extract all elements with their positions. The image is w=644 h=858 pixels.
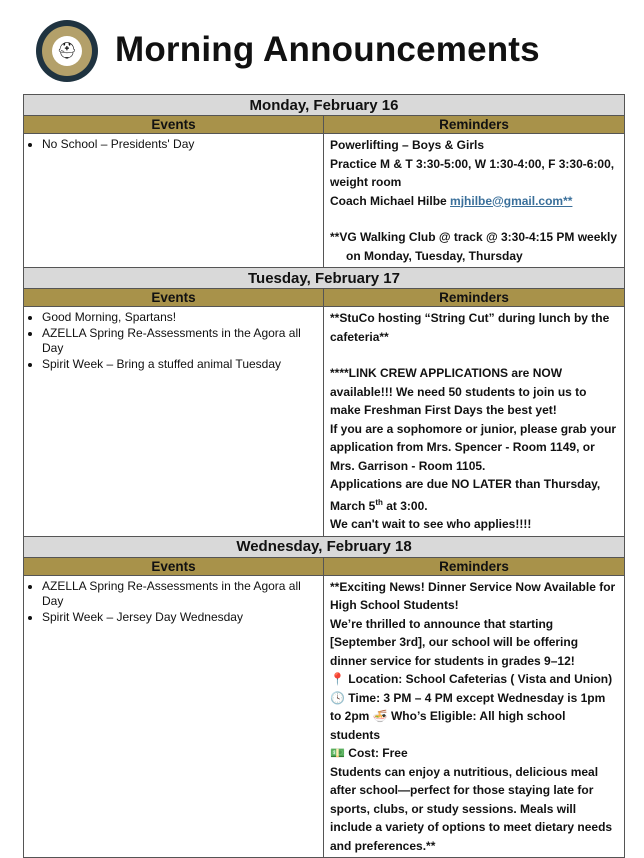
reminder-text: ****LINK CREW APPLICATIONS are NOW available!!! We need 50 students to join us to make Freshman First Days the best yet! [330, 366, 587, 417]
events-cell [24, 307, 324, 537]
reminder-text: Practice M & T 3:30-5:00, W 1:30-4:00, F 3:30-6:00, weight room [330, 156, 615, 189]
reminder-text: on Monday, Tuesday, Thursday [346, 248, 523, 263]
reminder-text: We’re thrilled to announce that starting [September 3rd], our school will be offering dinner service for students in grades 9–12! [330, 616, 579, 668]
reminders-cell [324, 307, 625, 537]
reminder-text: Powerlifting – Boys & Girls [330, 138, 485, 152]
event-item: • Spirit Week – Jersey Day Wednesday [42, 610, 319, 626]
eligible-text: Who’s Eligible: All high school students [330, 709, 566, 742]
reminder-text [330, 192, 618, 211]
event-item: • AZELLA Spring Re-Assessments in the Agora all Day [42, 579, 319, 610]
reminder-text: If you are a sophomore or junior, please grab your application from Mrs. Spencer - Room 1149, or Mrs. Garrison - Room 1105. [330, 421, 617, 473]
events-cell [24, 134, 324, 268]
reminder-text [330, 744, 618, 763]
reminders-header: Reminders [324, 289, 625, 307]
events-header: Events [24, 116, 324, 134]
clock-icon: 🕓 [330, 690, 345, 705]
money-icon: 💵 [330, 746, 345, 760]
due-text: Applications are due NO LATER than Thursday, March 5 [330, 477, 601, 513]
event-item: • Good Morning, Spartans! [42, 310, 319, 326]
events-header: Events [24, 289, 324, 307]
event-item: • AZELLA Spring Re-Assessments in the Agora all Day [42, 326, 319, 357]
events-cell [24, 575, 324, 858]
reminders-header: Reminders [324, 557, 625, 575]
time-text: Time: 3 PM – 4 PM except Wednesday is 1pm to 2pm [330, 690, 606, 723]
reminders-cell [324, 134, 625, 268]
email-link[interactable]: mjhilbe@gmail.com** [450, 193, 573, 208]
reminder-text [330, 689, 618, 745]
event-item: • Spirit Week – Bring a stuffed animal Tuesday [42, 357, 319, 373]
school-logo [36, 20, 98, 82]
location-text: Location: School Cafeterias ( Vista and Union) [348, 672, 613, 686]
coach-name: Coach Michael Hilbe [330, 193, 451, 208]
event-item: • No School – Presidents' Day [42, 137, 319, 153]
day-header: Monday, February 16 [24, 95, 625, 116]
food-icon: 🍜 [372, 709, 388, 723]
due-time: at 3:00. [382, 498, 428, 513]
reminder-text: **Exciting News! Dinner Service Now Available for High School Students! [330, 579, 616, 612]
reminder-text: **VG Walking Club @ track @ 3:30-4:15 PM weekly [330, 230, 618, 244]
ordinal: th [375, 497, 383, 507]
spartan-helmet-icon: ⛑ [52, 36, 82, 66]
cost-text: Cost: Free [348, 746, 408, 760]
day-header: Tuesday, February 17 [24, 268, 625, 289]
pin-icon: 📍 [330, 672, 345, 686]
events-header: Events [24, 557, 324, 575]
day-header: Wednesday, February 18 [24, 536, 625, 557]
reminders-cell [324, 575, 625, 858]
reminder-text [330, 670, 618, 689]
reminder-text [330, 475, 618, 515]
reminder-text: We can't wait to see who applies!!!! [330, 517, 532, 531]
page-title: Morning Announcements [115, 30, 540, 69]
reminders-header: Reminders [324, 116, 625, 134]
announcements-table [23, 94, 625, 858]
reminder-text: Students can enjoy a nutritious, delicious meal after school—perfect for those staying late for sports, clubs, or study sessions. Meals will include a variety of options to meet dietary needs and preferences.** [330, 764, 613, 853]
reminder-text: **StuCo hosting “String Cut” during lunch by the cafeteria** [330, 311, 610, 344]
